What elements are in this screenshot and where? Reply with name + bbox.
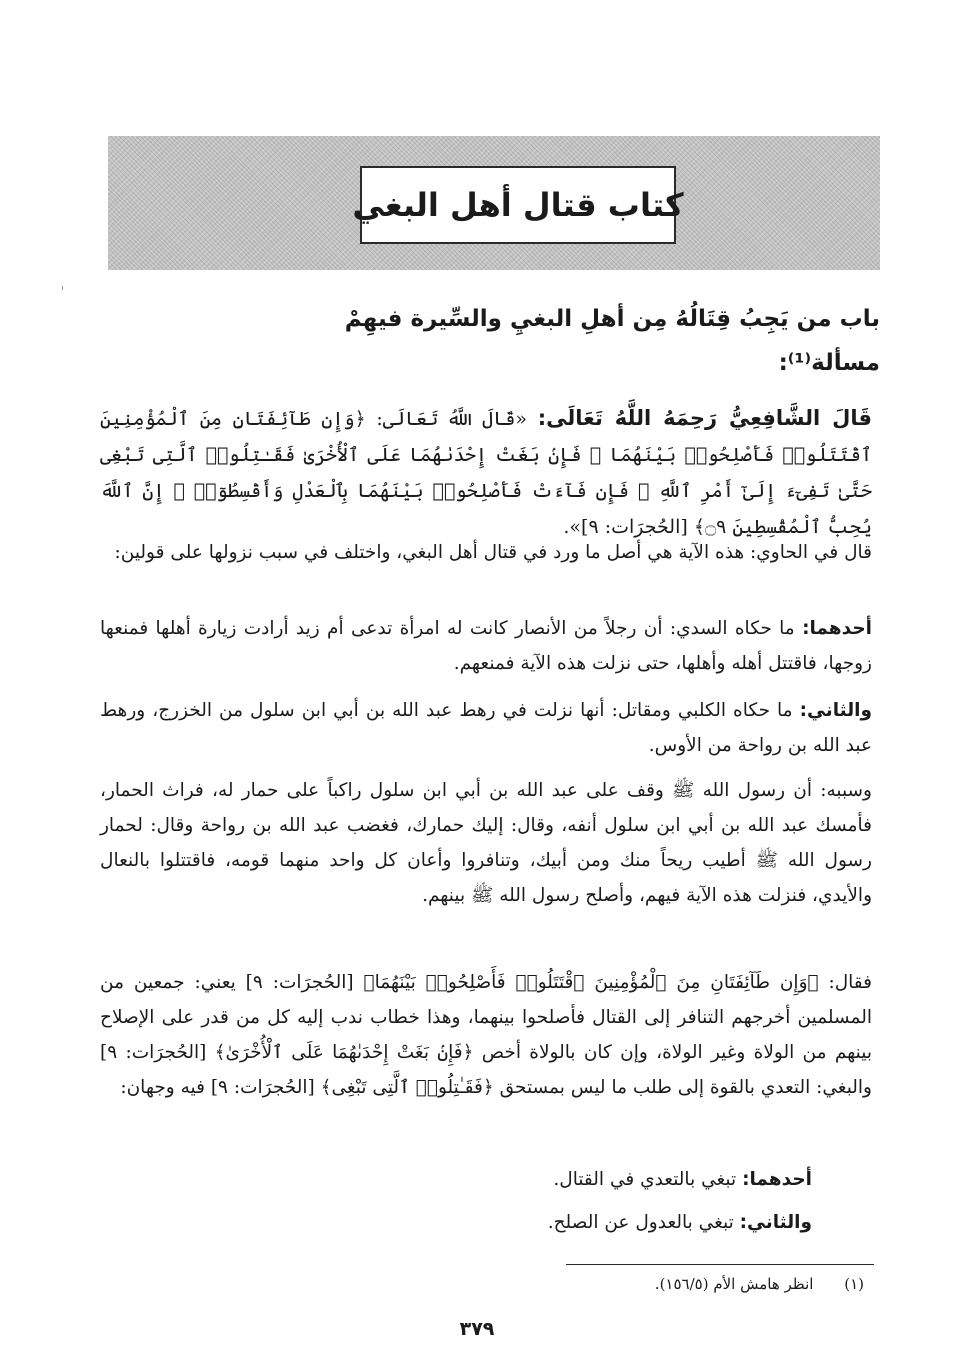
footnote-divider	[566, 1264, 874, 1265]
paragraph-interpretation	[100, 965, 872, 1105]
footnote-text: انظر هامش الأم (١٥٦/٥).	[654, 1275, 814, 1293]
paragraph-quran-quote	[100, 400, 872, 545]
chapter-heading: باب من يَجِبُ قِتَالُهُ مِن أهلِ البغيِ والسِّيرة فيهِمْ	[344, 306, 880, 332]
paragraph-text: وسببه: أن رسول الله ﷺ وقف على عبد الله بن أبي ابن سلول راكباً على حمار له، فراث الحمار، فأمسك عبد الله بن أبي ابن سلول أنفه، وقال: إليك حمارك، فغضب عبد الله بن رواحة وقال: لحمار رسول الله ﷺ أطيب ريحاً منك ومن أبيك، وتنافروا وأعان كل واحد منهما قومه، فاقتتلوا بالنعال والأيدي، فنزلت هذه الآية فيهم، وأصلح رسول الله ﷺ بينهم.	[100, 780, 872, 906]
list-item-text: تبغي بالعدول عن الصلح.	[547, 1212, 734, 1233]
footnote	[655, 1275, 864, 1293]
footnote-number: (١)	[844, 1275, 864, 1293]
book-title: كتاب قتال أهل البغي	[352, 186, 684, 224]
paragraph-reason	[100, 773, 872, 913]
issue-heading: مسألة⁽¹⁾:	[778, 350, 880, 376]
banner-title-box	[352, 166, 684, 244]
paragraph-first-opinion	[100, 611, 872, 681]
page-number: ٣٧٩	[459, 1318, 495, 1340]
paragraph-text: ما حكاه الكلبي ومقاتل: أنها نزلت في رهط عبد الله بن أبي ابن سلول من الخزرج، ورهط عبد الله بن رواحة من الأوس.	[100, 700, 872, 756]
margin-mark	[62, 286, 63, 290]
paragraph-lead: أحدهما:	[802, 618, 872, 639]
paragraph-text: ما حكاه السدي: أن رجلاً من الأنصار كانت له امرأة تدعى أم زيد أرادت زيارة أهلها فمنعها زوجها، فاقتتل أهله وأهلها، حتى نزلت هذه الآية فمنعهم.	[100, 618, 872, 674]
list-item	[548, 1205, 812, 1240]
list-item-lead: والثاني:	[739, 1212, 812, 1233]
paragraph-second-opinion	[100, 693, 872, 763]
paragraph-text: قال في الحاوي: هذه الآية هي أصل ما ورد في قتال أهل البغي، واختلف في سبب نزولها على قولين:	[114, 542, 872, 563]
list-item-lead: أحدهما:	[742, 1169, 812, 1190]
paragraph-text: فقال: ﴿وَإِن طَآئِفَتَانِ مِنَ ٱلْمُؤْمِنِينَ ٱقْتَتَلُوا۟ فَأَصْلِحُوا۟ بَيْنَهُمَا﴾ [الحُجرَات: ٩] يعني: جمعين من المسلمين أخرجهم التنافر إلى القتال فأصلحوا بينهما، وهذا خطاب ندب إليه كل من قدر على الإصلاح بينهم من الولاة وغير الولاة، وإن كان بالولاة أخص ﴿فَإِنۢ بَغَتْ إِحْدَىٰهُمَا عَلَى ٱلْأُخْرَىٰ﴾ [الحُجرَات: ٩] والبغي: التعدي بالقوة إلى طلب ما ليس بمستحق ﴿فَقَـٰتِلُوا۟ ٱلَّتِى تَبْغِى﴾ [الحُجرَات: ٩] فيه وجهان:	[100, 972, 872, 1098]
paragraph-text: «قَالَ اللَّهُ تَعَالَى: ﴿وَإِن طَآئِفَتَانِ مِنَ ٱلْمُؤْمِنِينَ ٱقْتَتَلُوا۟ فَأَصْلِحُوا۟ بَيْنَهُمَا ۖ فَإِنۢ بَغَتْ إِحْدَىٰهُمَا عَلَى ٱلْأُخْرَىٰ فَقَـٰتِلُوا۟ ٱلَّتِى تَبْغِى حَتَّىٰ تَفِىٓءَ إِلَىٰٓ أَمْرِ ٱللَّهِ ۚ فَإِن فَآءَتْ فَأَصْلِحُوا۟ بَيْنَهُمَا بِٱلْعَدْلِ وَأَقْسِطُوٓا۟ ۖ إِنَّ ٱللَّهَ يُحِبُّ ٱلْمُقْسِطِينَ ۝٩﴾ [الحُجرَات: ٩]».	[100, 408, 872, 538]
paragraph-lead: والثاني:	[799, 700, 872, 721]
paragraph-lead: قَالَ الشَّافِعِيُّ رَحِمَهُ اللَّهُ تَعَالَى:	[537, 406, 872, 430]
list-item	[553, 1162, 812, 1197]
list-item-text: تبغي بالتعدي في القتال.	[553, 1169, 737, 1190]
paragraph-hawi	[100, 535, 872, 570]
